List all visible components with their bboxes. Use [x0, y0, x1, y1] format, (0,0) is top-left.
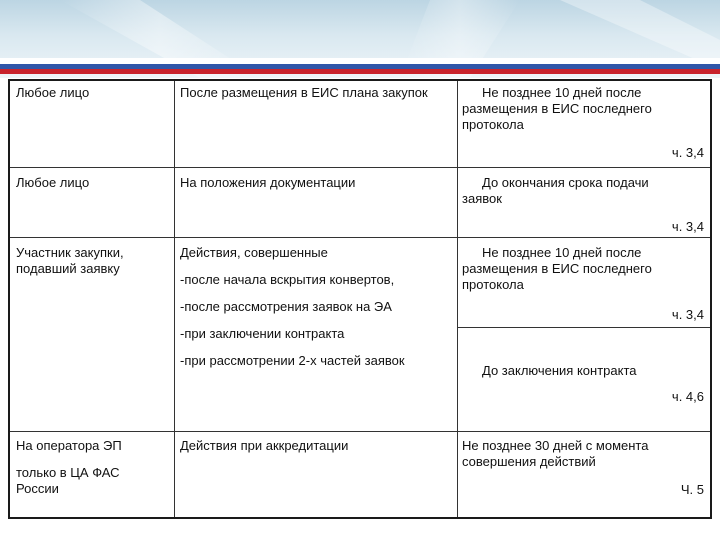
row-3-subject: Участник закупки, подавший заявку: [16, 245, 124, 276]
banner-decoration: [0, 0, 720, 78]
complaints-table: [8, 79, 712, 519]
row-divider: [457, 327, 710, 328]
column-divider: [457, 81, 458, 517]
row-divider: [10, 431, 710, 432]
row-3-action-item: -после рассмотрения заявок на ЭА: [180, 299, 392, 314]
column-divider: [174, 81, 175, 517]
row-3-deadline-a: Не позднее 10 дней после размещения в ЕИС последнего протокола: [462, 245, 652, 292]
row-4-deadline: Не позднее 30 дней с момента совершения действий: [462, 438, 649, 469]
row-4-action: Действия при аккредитации: [180, 438, 349, 453]
row-2-reference: ч. 3,4: [671, 219, 704, 234]
row-divider: [10, 167, 710, 168]
row-2-deadline: До окончания срока подачи заявок: [462, 175, 649, 206]
row-2-subject: Любое лицо: [16, 175, 90, 190]
row-4-subject: На оператора ЭП: [16, 438, 122, 453]
row-3-action-item: -при заключении контракта: [180, 326, 345, 341]
row-4-reference: Ч. 5: [680, 482, 704, 497]
row-1-action: После размещения в ЕИС плана закупок: [180, 85, 428, 100]
row-3-action-title: Действия, совершенные: [180, 245, 328, 260]
row-1-reference: ч. 3,4: [671, 145, 704, 160]
row-1-deadline: Не позднее 10 дней после размещения в ЕИС последнего протокола: [462, 85, 652, 132]
row-4-subject-note: только в ЦА ФАС России: [16, 465, 120, 496]
row-2-action: На положения документации: [180, 175, 356, 190]
row-1-subject: Любое лицо: [16, 85, 90, 100]
header-banner: [0, 0, 720, 78]
row-3-action-item: -после начала вскрытия конвертов,: [180, 272, 395, 287]
row-divider: [10, 237, 710, 238]
row-3-action-item: -при рассмотрении 2-х частей заявок: [180, 353, 405, 368]
row-3-reference-b: ч. 4,6: [671, 389, 704, 404]
row-3-deadline-b: До заключения контракта: [482, 363, 637, 378]
row-3-reference-a: ч. 3,4: [671, 307, 704, 322]
